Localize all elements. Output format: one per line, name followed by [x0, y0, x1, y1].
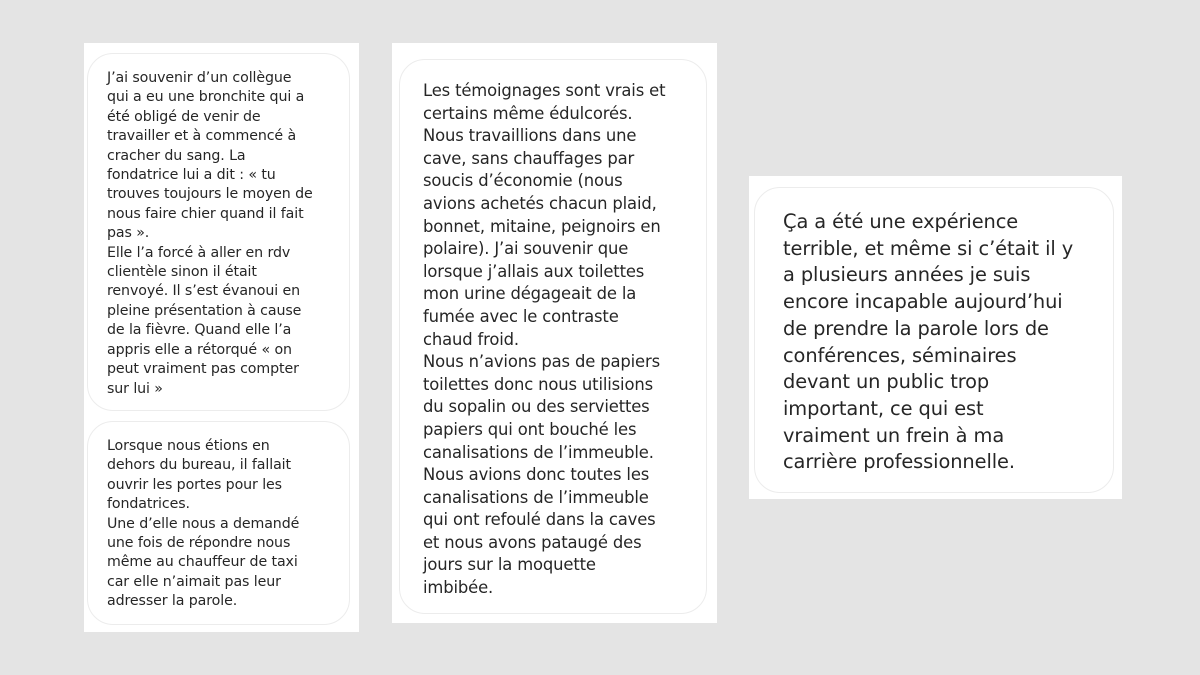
message-bubble	[399, 59, 707, 614]
message-bubble	[754, 187, 1114, 493]
message-text: Ça a été une expérience terrible, et même si c’était il y a plusieurs années je suis encore incapable aujourd’hui de prendre la parole lors de conférences, séminaires devant un public trop important, ce qui est vraiment un frein à ma carrière professionnelle.	[783, 210, 1074, 474]
testimony-card-3	[749, 176, 1122, 499]
testimony-card-1	[84, 43, 359, 632]
message-text: J’ai souvenir d’un collègue qui a eu une bronchite qui a été obligé de venir de travailler et à commencé à cracher du sang. La fondatrice lui a dit : « tu trouves toujours le moyen de nous faire chier quand il fait pas ». Elle l’a forcé à aller en rdv clientèle sinon il était renvoyé. Il s’est évanoui en pleine présentation à cause de la fièvre. Quand elle l’a appris elle a rétorqué « on peut vraiment pas compter sur lui »	[107, 70, 313, 397]
message-bubble	[87, 421, 350, 625]
message-text: Les témoignages sont vrais et certains même édulcorés. Nous travaillions dans une cave, sans chauffages par soucis d’économie (nous avions achetés chacun plaid, bonnet, mitaine, peignoirs en polaire). J’ai souvenir que lorsque j’allais aux toilettes mon urine dégageait de la fumée avec le contraste chaud froid. Nous n’avions pas de papiers toilettes donc nous utilisions du sopalin ou des serviettes papiers qui ont bouché les canalisations de l’immeuble. Nous avions donc toutes les canalisations de l’immeuble qui ont refoulé dans la caves et nous avons pataugé des jours sur la moquette imbibée.	[423, 81, 666, 598]
message-text: Lorsque nous étions en dehors du bureau, il fallait ouvrir les portes pour les fondatrices. Une d’elle nous a demandé une fois de répondre nous même au chauffeur de taxi car elle n’aimait pas leur adresser la parole.	[107, 438, 300, 610]
message-bubble	[87, 53, 350, 411]
testimony-card-2	[392, 43, 717, 623]
